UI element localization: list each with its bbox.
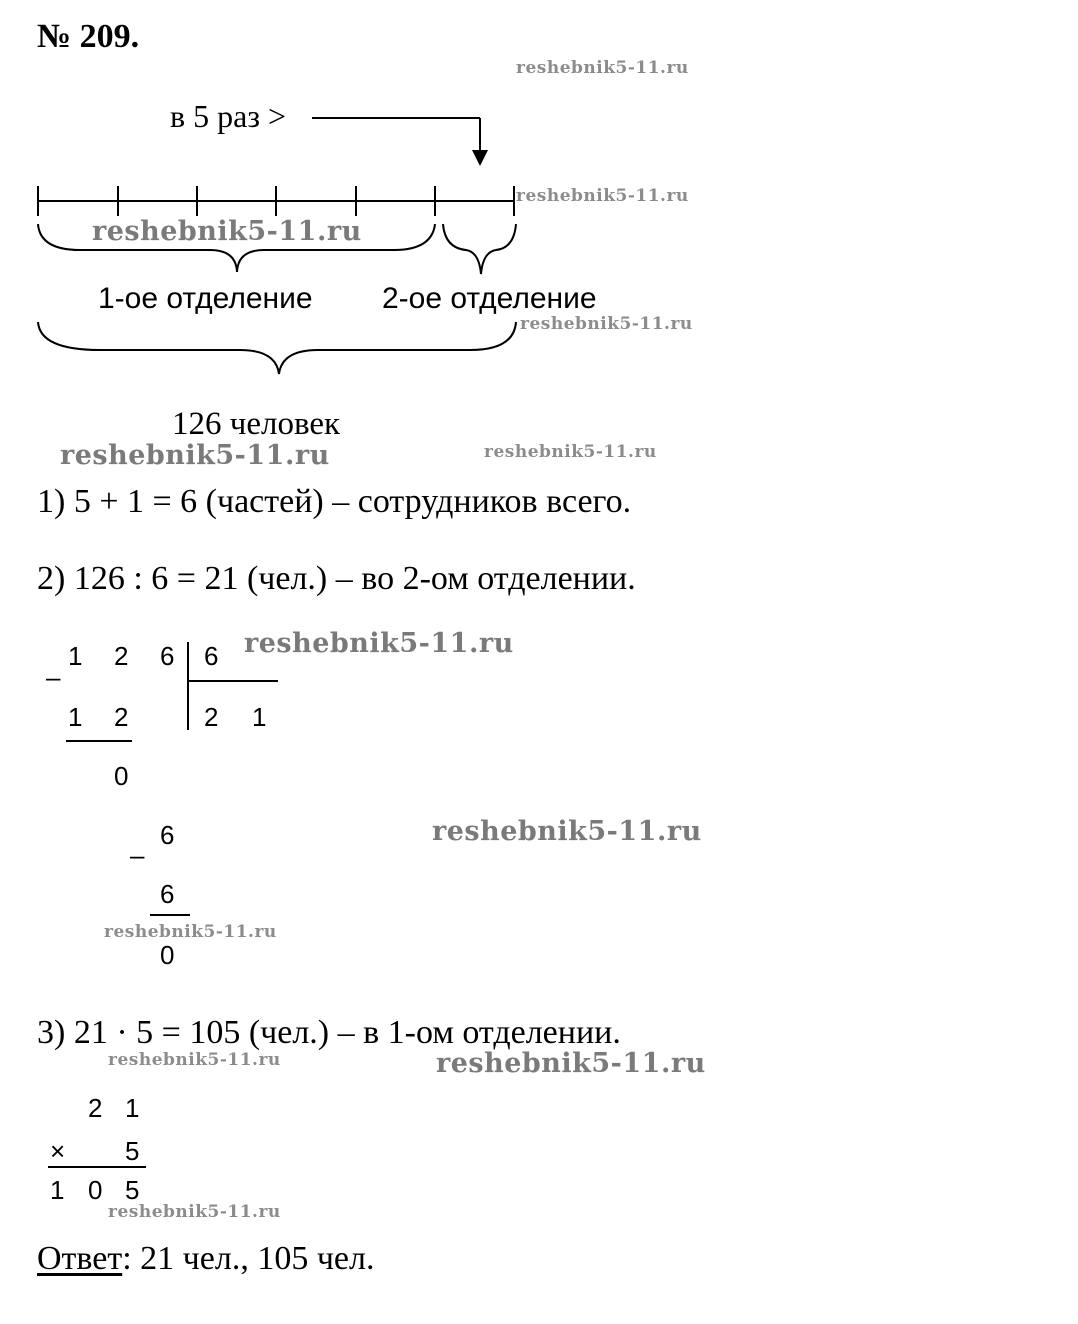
watermark: reshebnik5-11.ru [108,1202,281,1222]
multiplicand-digit: 1 [125,1093,140,1123]
step-2: 2) 126 : 6 = 21 (чел.) – во 2-ом отделении. [37,560,636,597]
problem-title: № 209. [37,18,140,55]
divisor: 6 [204,641,219,671]
multiplicand-digit: 2 [88,1093,103,1123]
watermark: reshebnik5-11.ru [516,186,689,206]
watermark: reshebnik5-11.ru [484,442,657,462]
step-3: 3) 21 · 5 = 105 (чел.) – в 1-ом отделении. [37,1014,621,1051]
ratio-label: в 5 раз > [170,98,286,134]
watermark: reshebnik5-11.ru [92,216,362,247]
quotient-digit: 2 [204,702,219,732]
multiply-sign: × [50,1136,66,1166]
subtraction-line [150,914,190,916]
multiplication-line [48,1166,146,1168]
answer-text: : 21 чел., 105 чел. [122,1240,375,1277]
watermark: reshebnik5-11.ru [432,816,702,847]
dividend-digit: 2 [114,641,129,671]
watermark: reshebnik5-11.ru [244,628,514,659]
part2-label: 2-ое отделение [382,282,597,315]
answer-label: Ответ [37,1240,123,1277]
watermark: reshebnik5-11.ru [436,1048,706,1079]
subtract-digit: 6 [160,879,175,909]
minus-sign: – [46,662,61,692]
total-brace [38,322,516,374]
division-bar-horizontal [188,680,278,682]
watermark: reshebnik5-11.ru [60,440,330,471]
subtraction-line [66,740,132,742]
minus-sign: – [130,840,145,870]
product-digit: 0 [88,1175,103,1205]
product-digit: 5 [125,1175,140,1205]
dividend-digit: 1 [68,641,83,671]
subtract-digit: 1 [68,702,83,732]
total-label: 126 человек [172,406,341,442]
answer-line [37,1240,374,1278]
division-bar-vertical [187,642,189,730]
watermark: reshebnik5-11.ru [520,314,693,334]
bring-down-digit: 6 [160,820,175,850]
watermark: reshebnik5-11.ru [108,1050,281,1070]
remainder: 0 [160,940,175,970]
part2-brace [443,224,516,274]
arrow-head-icon [472,150,488,166]
multiplier: 5 [125,1136,140,1166]
watermark: reshebnik5-11.ru [516,58,689,78]
product-digit: 1 [50,1175,65,1205]
quotient-digit: 1 [252,702,267,732]
dividend-digit: 6 [160,641,175,671]
step-1: 1) 5 + 1 = 6 (частей) – сотрудников всего. [37,483,632,520]
part1-label: 1-ое отделение [98,282,313,315]
subtract-digit: 2 [114,702,129,732]
watermark: reshebnik5-11.ru [104,922,277,942]
remainder: 0 [114,761,129,791]
